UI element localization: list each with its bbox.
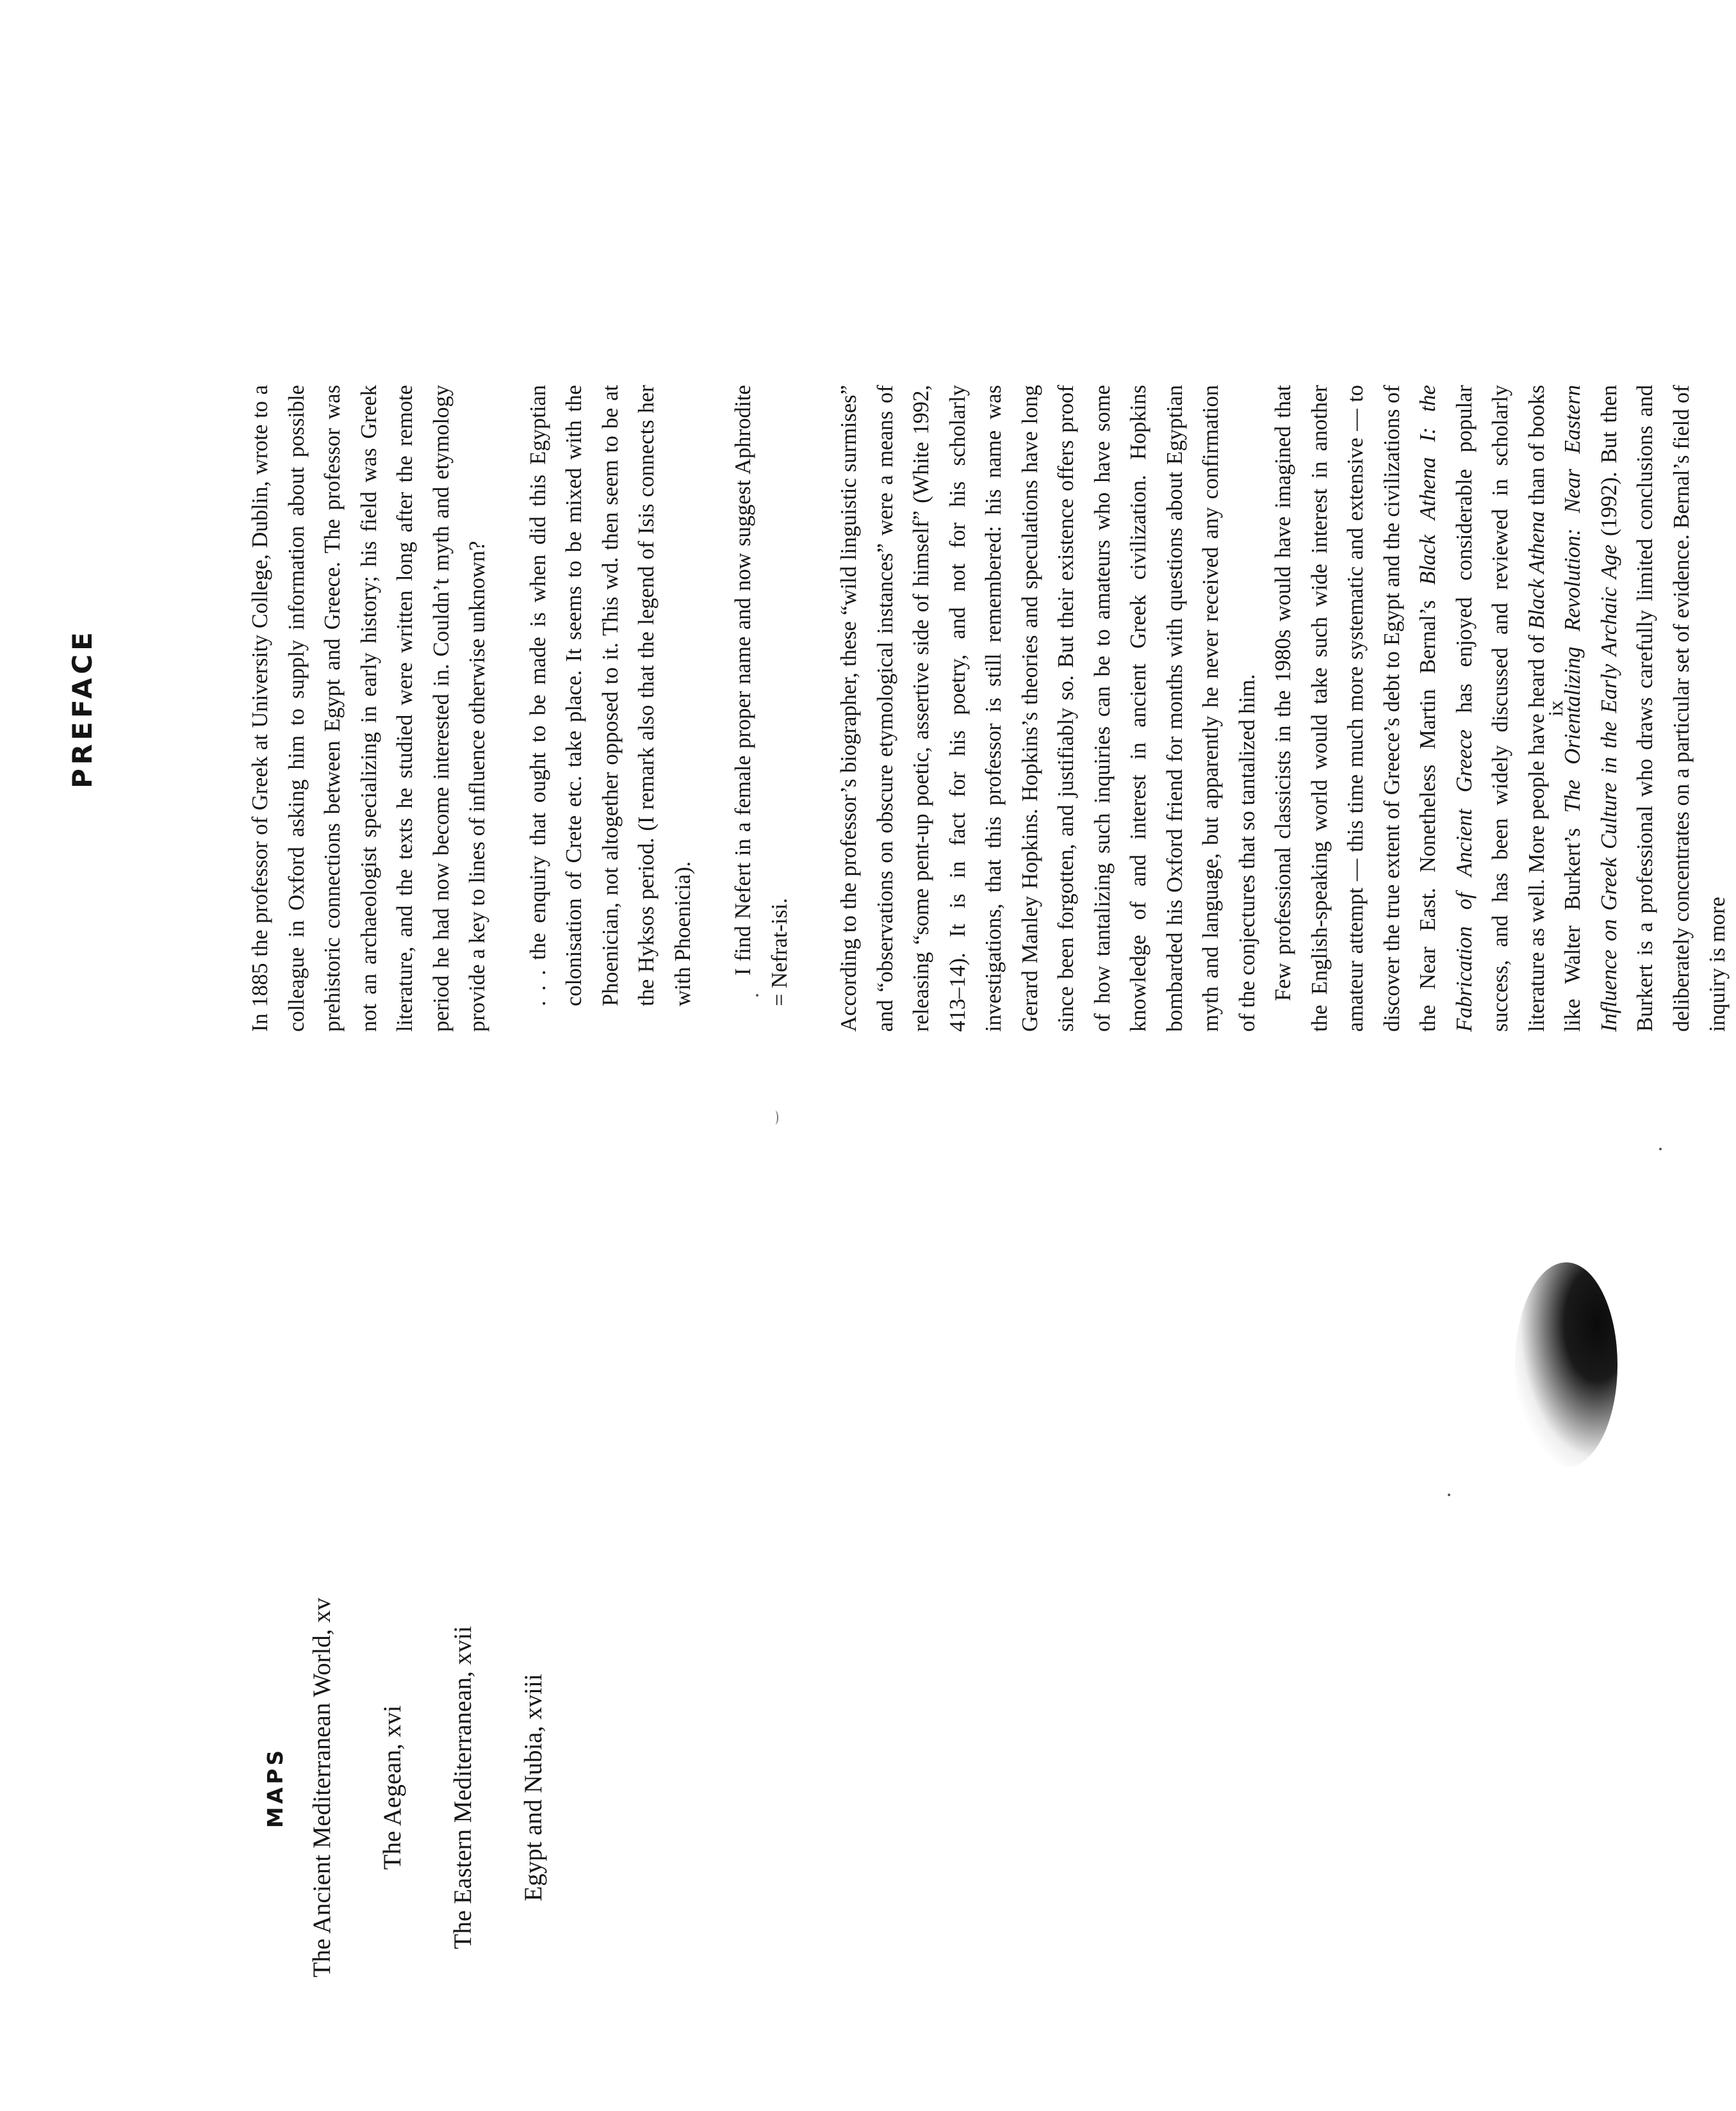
preface-paragraph xyxy=(1265,385,1736,1032)
dust-speck xyxy=(1448,1494,1450,1496)
preface-body xyxy=(242,385,1736,1032)
preface-paragraph: In 1885 the professor of Greek at University College, Dublin, wrote to a colleague in Oxford asking him to supply information about possible prehistoric connections between Egypt and Greece. The professor was not an archaeologist specializing in early history; his field was Greek literature, and the texts he studied were written long after the remote period he had now become interested in. Couldn’t myth and etymology provide a key to lines of influence otherwise unknown? xyxy=(248,385,489,1032)
book-title: The Orientalizing Revolution: Near Eastern Influence on Greek Culture in the Early Archaic Age xyxy=(1560,384,1621,1032)
maps-list-item: Egypt and Nubia, xviii xyxy=(520,1674,547,1902)
preface-heading: PREFACE xyxy=(67,628,98,788)
paragraph-text: than of books like Walter Burkert’s xyxy=(1524,385,1585,1032)
dust-speck xyxy=(1659,1148,1662,1150)
preface-block-quote: I find Nefert in a female proper name and now suggest Aphrodite = Nefrat-isi. xyxy=(731,385,792,1006)
paragraph-text: has enjoyed considerable popular success, and has been widely discussed and reviewed in scholarly literature as well. More people have heard of xyxy=(1452,385,1549,1032)
maps-list xyxy=(304,1464,586,2111)
maps-list-item: The Eastern Mediterranean, xvii xyxy=(449,1626,477,1950)
maps-list-item: The Aegean, xvi xyxy=(379,1705,406,1870)
preface-block-quote: . . . the enquiry that ought to be made is when did this Egyptian colonisation of Crete etc. take place. It seems to be mixed with the Phoenician, not altogether opposed to it. This wd. then seem to be at the Hyksos period. (I remark also that the legend of Isis connects her with Phoenicia). xyxy=(525,385,695,1006)
maps-list-item: The Ancient Mediterranean World, xv xyxy=(308,1597,336,1978)
page-number: ix xyxy=(1544,700,1567,717)
book-title: Black Athena I: the Fabrication of Ancient Greece xyxy=(1416,385,1477,1032)
paragraph-text: Few professional classicists in the 1980s would have imagined that the English-speaking world would take such wide interest in another amateur attempt — this time much more systematic and extensive — to discover the true extent of Greece’s debt to Egypt and the civilizations of the Near East. Nonetheless Martin Bernal’s xyxy=(1271,385,1440,1032)
preface-paragraph: According to the professor’s biographer, these “wild linguistic surmises” and “observations on obscure etymological instances” were a means of releasing “some pent-up poetic, assertive side of himself” (White 1992, 413–14). It is in fact for his poetry, and not for his scholarly investigations, that this professor is still remembered: his name was Gerard Manley Hopkins. Hopkins’s theories and speculations have long since been forgotten, and justifiably so. But their existence offers proof of how tantalizing such inquiries can be to amateurs who have some knowledge of and interest in ancient Greek civilization. Hopkins bombarded his Oxford friend for months with questions about Egyptian myth and language, but apparently he never received any confirmation of the conjectures that so tantalized him. xyxy=(837,385,1259,1032)
ink-blot xyxy=(1515,1262,1617,1467)
book-title: Black Athena xyxy=(1524,510,1549,630)
maps-heading: MAPS xyxy=(263,1747,288,1829)
pen-mark xyxy=(772,1111,778,1125)
paragraph-text: (1992). But then Burkert is a professional who draws carefully limited conclusions and deliberately concentrates on a particular set of evidence. Bernal’s field of inquiry is more xyxy=(1596,385,1730,1032)
